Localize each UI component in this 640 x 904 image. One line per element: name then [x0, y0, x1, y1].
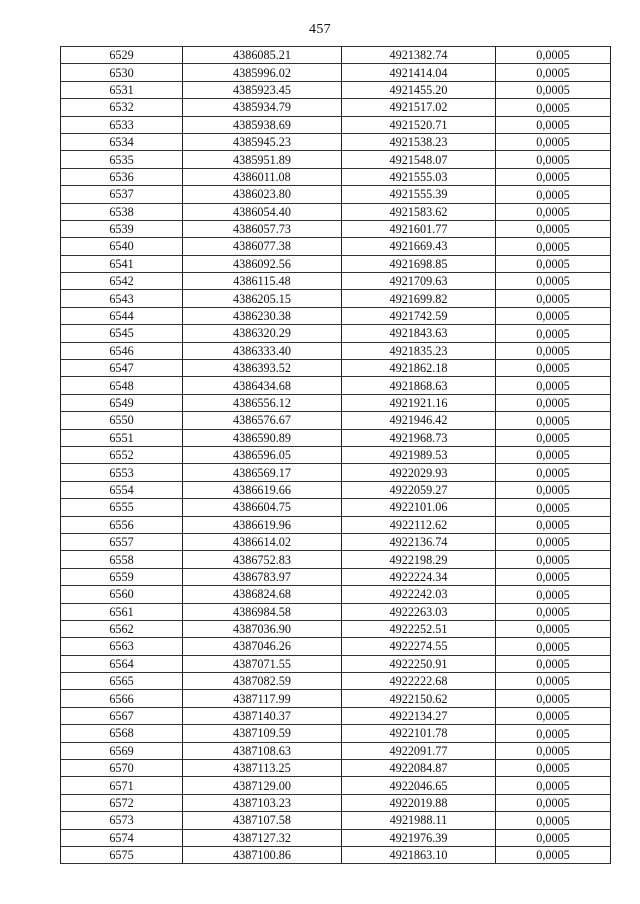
x-coordinate-cell: 4386619.66	[183, 481, 342, 498]
point-id-cell: 6543	[61, 290, 183, 307]
y-coordinate-cell: 4921835.23	[342, 342, 496, 359]
x-coordinate-cell: 4387108.63	[183, 742, 342, 759]
x-coordinate-cell: 4386115.48	[183, 273, 342, 290]
point-id-cell: 6564	[61, 655, 183, 672]
point-id-cell: 6553	[61, 464, 183, 481]
x-coordinate-cell: 4386057.73	[183, 220, 342, 237]
point-id-cell: 6574	[61, 829, 183, 846]
point-id-cell: 6537	[61, 186, 183, 203]
point-id-cell: 6563	[61, 638, 183, 655]
tolerance-cell: 0,0005	[496, 707, 611, 724]
point-id-cell: 6534	[61, 133, 183, 150]
x-coordinate-cell: 4387127.32	[183, 829, 342, 846]
y-coordinate-cell: 4922274.55	[342, 638, 496, 655]
x-coordinate-cell: 4386085.21	[183, 47, 342, 64]
point-id-cell: 6573	[61, 812, 183, 829]
y-coordinate-cell: 4921583.62	[342, 203, 496, 220]
x-coordinate-cell: 4387046.26	[183, 638, 342, 655]
y-coordinate-cell: 4922029.93	[342, 464, 496, 481]
x-coordinate-cell: 4386783.97	[183, 568, 342, 585]
y-coordinate-cell: 4921382.74	[342, 47, 496, 64]
tolerance-cell: 0,0005	[496, 220, 611, 237]
table-row	[61, 203, 611, 220]
table-row	[61, 307, 611, 324]
table-row	[61, 290, 611, 307]
tolerance-cell: 0,0005	[496, 586, 611, 603]
tolerance-cell: 0,0005	[496, 203, 611, 220]
point-id-cell: 6560	[61, 586, 183, 603]
point-id-cell: 6546	[61, 342, 183, 359]
y-coordinate-cell: 4922136.74	[342, 533, 496, 550]
x-coordinate-cell: 4385945.23	[183, 133, 342, 150]
y-coordinate-cell: 4921921.16	[342, 394, 496, 411]
tolerance-cell: 0,0005	[496, 168, 611, 185]
x-coordinate-cell: 4386011.08	[183, 168, 342, 185]
x-coordinate-cell: 4387113.25	[183, 760, 342, 777]
point-id-cell: 6568	[61, 725, 183, 742]
y-coordinate-cell: 4921862.18	[342, 360, 496, 377]
y-coordinate-cell: 4922134.27	[342, 707, 496, 724]
tolerance-cell: 0,0005	[496, 568, 611, 585]
point-id-cell: 6575	[61, 846, 183, 863]
y-coordinate-cell: 4921742.59	[342, 307, 496, 324]
tolerance-cell: 0,0005	[496, 812, 611, 829]
table-row	[61, 568, 611, 585]
point-id-cell: 6552	[61, 446, 183, 463]
x-coordinate-cell: 4386576.67	[183, 412, 342, 429]
x-coordinate-cell: 4387129.00	[183, 777, 342, 794]
tolerance-cell: 0,0005	[496, 481, 611, 498]
point-id-cell: 6556	[61, 516, 183, 533]
x-coordinate-cell: 4387140.37	[183, 707, 342, 724]
table-row	[61, 725, 611, 742]
y-coordinate-cell: 4922250.91	[342, 655, 496, 672]
point-id-cell: 6547	[61, 360, 183, 377]
y-coordinate-cell: 4921555.39	[342, 186, 496, 203]
x-coordinate-cell: 4386614.02	[183, 533, 342, 550]
tolerance-cell: 0,0005	[496, 742, 611, 759]
table-row	[61, 133, 611, 150]
table-row	[61, 794, 611, 811]
point-id-cell: 6554	[61, 481, 183, 498]
point-id-cell: 6544	[61, 307, 183, 324]
table-row	[61, 655, 611, 672]
point-id-cell: 6571	[61, 777, 183, 794]
point-id-cell: 6565	[61, 673, 183, 690]
y-coordinate-cell: 4921946.42	[342, 412, 496, 429]
tolerance-cell: 0,0005	[496, 64, 611, 81]
point-id-cell: 6535	[61, 151, 183, 168]
point-id-cell: 6539	[61, 220, 183, 237]
tolerance-cell: 0,0005	[496, 464, 611, 481]
x-coordinate-cell: 4385996.02	[183, 64, 342, 81]
tolerance-cell: 0,0005	[496, 499, 611, 516]
y-coordinate-cell: 4922101.78	[342, 725, 496, 742]
point-id-cell: 6549	[61, 394, 183, 411]
point-id-cell: 6551	[61, 429, 183, 446]
x-coordinate-cell: 4386054.40	[183, 203, 342, 220]
y-coordinate-cell: 4921968.73	[342, 429, 496, 446]
table-row	[61, 516, 611, 533]
tolerance-cell: 0,0005	[496, 255, 611, 272]
y-coordinate-cell: 4921414.04	[342, 64, 496, 81]
table-row	[61, 846, 611, 863]
x-coordinate-cell: 4386569.17	[183, 464, 342, 481]
x-coordinate-cell: 4386984.58	[183, 603, 342, 620]
table-row	[61, 829, 611, 846]
table-row	[61, 533, 611, 550]
point-id-cell: 6540	[61, 238, 183, 255]
y-coordinate-cell: 4922263.03	[342, 603, 496, 620]
table-row	[61, 499, 611, 516]
tolerance-cell: 0,0005	[496, 777, 611, 794]
x-coordinate-cell: 4386333.40	[183, 342, 342, 359]
y-coordinate-cell: 4922222.68	[342, 673, 496, 690]
y-coordinate-cell: 4921455.20	[342, 81, 496, 98]
table-row	[61, 360, 611, 377]
table-row	[61, 99, 611, 116]
y-coordinate-cell: 4922198.29	[342, 551, 496, 568]
y-coordinate-cell: 4921989.53	[342, 446, 496, 463]
x-coordinate-cell: 4385934.79	[183, 99, 342, 116]
x-coordinate-cell: 4386619.96	[183, 516, 342, 533]
tolerance-cell: 0,0005	[496, 133, 611, 150]
table-row	[61, 446, 611, 463]
point-id-cell: 6555	[61, 499, 183, 516]
table-row	[61, 255, 611, 272]
tolerance-cell: 0,0005	[496, 99, 611, 116]
y-coordinate-cell: 4921548.07	[342, 151, 496, 168]
tolerance-cell: 0,0005	[496, 290, 611, 307]
tolerance-cell: 0,0005	[496, 47, 611, 64]
y-coordinate-cell: 4921520.71	[342, 116, 496, 133]
x-coordinate-cell: 4386205.15	[183, 290, 342, 307]
x-coordinate-cell: 4385938.69	[183, 116, 342, 133]
table-row	[61, 777, 611, 794]
table-row	[61, 116, 611, 133]
y-coordinate-cell: 4922252.51	[342, 620, 496, 637]
point-id-cell: 6561	[61, 603, 183, 620]
x-coordinate-cell: 4386320.29	[183, 325, 342, 342]
point-id-cell: 6541	[61, 255, 183, 272]
table-row	[61, 690, 611, 707]
tolerance-cell: 0,0005	[496, 151, 611, 168]
tolerance-cell: 0,0005	[496, 603, 611, 620]
y-coordinate-cell: 4921863.10	[342, 846, 496, 863]
table-row	[61, 603, 611, 620]
x-coordinate-cell: 4386824.68	[183, 586, 342, 603]
tolerance-cell: 0,0005	[496, 377, 611, 394]
x-coordinate-cell: 4386596.05	[183, 446, 342, 463]
tolerance-cell: 0,0005	[496, 673, 611, 690]
x-coordinate-cell: 4385923.45	[183, 81, 342, 98]
point-id-cell: 6545	[61, 325, 183, 342]
y-coordinate-cell: 4921538.23	[342, 133, 496, 150]
y-coordinate-cell: 4922101.06	[342, 499, 496, 516]
tolerance-cell: 0,0005	[496, 638, 611, 655]
table-row	[61, 342, 611, 359]
table-row	[61, 151, 611, 168]
y-coordinate-cell: 4921988.11	[342, 812, 496, 829]
y-coordinate-cell: 4921868.63	[342, 377, 496, 394]
y-coordinate-cell: 4921517.02	[342, 99, 496, 116]
y-coordinate-cell: 4922112.62	[342, 516, 496, 533]
tolerance-cell: 0,0005	[496, 307, 611, 324]
table-row	[61, 429, 611, 446]
table-row	[61, 586, 611, 603]
table-row	[61, 707, 611, 724]
point-id-cell: 6562	[61, 620, 183, 637]
point-id-cell: 6530	[61, 64, 183, 81]
point-id-cell: 6559	[61, 568, 183, 585]
tolerance-cell: 0,0005	[496, 829, 611, 846]
tolerance-cell: 0,0005	[496, 533, 611, 550]
table-row	[61, 551, 611, 568]
table-row	[61, 620, 611, 637]
tolerance-cell: 0,0005	[496, 412, 611, 429]
table-row	[61, 64, 611, 81]
table-row	[61, 760, 611, 777]
tolerance-cell: 0,0005	[496, 725, 611, 742]
table-row	[61, 377, 611, 394]
x-coordinate-cell: 4386556.12	[183, 394, 342, 411]
point-id-cell: 6548	[61, 377, 183, 394]
x-coordinate-cell: 4387082.59	[183, 673, 342, 690]
point-id-cell: 6533	[61, 116, 183, 133]
tolerance-cell: 0,0005	[496, 116, 611, 133]
y-coordinate-cell: 4921843.63	[342, 325, 496, 342]
x-coordinate-cell: 4386092.56	[183, 255, 342, 272]
table-row	[61, 220, 611, 237]
x-coordinate-cell: 4387100.86	[183, 846, 342, 863]
point-id-cell: 6529	[61, 47, 183, 64]
y-coordinate-cell: 4922091.77	[342, 742, 496, 759]
table-row	[61, 812, 611, 829]
x-coordinate-cell: 4386752.83	[183, 551, 342, 568]
tolerance-cell: 0,0005	[496, 551, 611, 568]
x-coordinate-cell: 4387117.99	[183, 690, 342, 707]
point-id-cell: 6531	[61, 81, 183, 98]
point-id-cell: 6536	[61, 168, 183, 185]
tolerance-cell: 0,0005	[496, 325, 611, 342]
point-id-cell: 6566	[61, 690, 183, 707]
y-coordinate-cell: 4922046.65	[342, 777, 496, 794]
page-number: 457	[309, 22, 331, 37]
x-coordinate-cell: 4387071.55	[183, 655, 342, 672]
y-coordinate-cell: 4922150.62	[342, 690, 496, 707]
x-coordinate-cell: 4386023.80	[183, 186, 342, 203]
table-row	[61, 464, 611, 481]
table-row	[61, 394, 611, 411]
table-row	[61, 273, 611, 290]
tolerance-cell: 0,0005	[496, 81, 611, 98]
x-coordinate-cell: 4386230.38	[183, 307, 342, 324]
x-coordinate-cell: 4386077.38	[183, 238, 342, 255]
tolerance-cell: 0,0005	[496, 238, 611, 255]
point-id-cell: 6570	[61, 760, 183, 777]
tolerance-cell: 0,0005	[496, 273, 611, 290]
point-id-cell: 6557	[61, 533, 183, 550]
table-row	[61, 238, 611, 255]
coordinates-table-container	[60, 46, 610, 864]
coordinates-table	[60, 46, 611, 864]
table-row	[61, 81, 611, 98]
table-row	[61, 481, 611, 498]
tolerance-cell: 0,0005	[496, 516, 611, 533]
point-id-cell: 6542	[61, 273, 183, 290]
x-coordinate-cell: 4387036.90	[183, 620, 342, 637]
x-coordinate-cell: 4386393.52	[183, 360, 342, 377]
y-coordinate-cell: 4921669.43	[342, 238, 496, 255]
point-id-cell: 6558	[61, 551, 183, 568]
table-row	[61, 742, 611, 759]
tolerance-cell: 0,0005	[496, 360, 611, 377]
y-coordinate-cell: 4922084.87	[342, 760, 496, 777]
tolerance-cell: 0,0005	[496, 655, 611, 672]
point-id-cell: 6532	[61, 99, 183, 116]
y-coordinate-cell: 4921709.63	[342, 273, 496, 290]
y-coordinate-cell: 4921601.77	[342, 220, 496, 237]
point-id-cell: 6567	[61, 707, 183, 724]
table-row	[61, 168, 611, 185]
tolerance-cell: 0,0005	[496, 760, 611, 777]
table-row	[61, 412, 611, 429]
x-coordinate-cell: 4387107.58	[183, 812, 342, 829]
table-row	[61, 638, 611, 655]
y-coordinate-cell: 4921698.85	[342, 255, 496, 272]
y-coordinate-cell: 4922224.34	[342, 568, 496, 585]
table-row	[61, 673, 611, 690]
point-id-cell: 6538	[61, 203, 183, 220]
point-id-cell: 6569	[61, 742, 183, 759]
y-coordinate-cell: 4921699.82	[342, 290, 496, 307]
point-id-cell: 6572	[61, 794, 183, 811]
tolerance-cell: 0,0005	[496, 794, 611, 811]
tolerance-cell: 0,0005	[496, 429, 611, 446]
table-row	[61, 186, 611, 203]
y-coordinate-cell: 4922059.27	[342, 481, 496, 498]
x-coordinate-cell: 4386590.89	[183, 429, 342, 446]
tolerance-cell: 0,0005	[496, 394, 611, 411]
table-row	[61, 325, 611, 342]
point-id-cell: 6550	[61, 412, 183, 429]
table-row	[61, 47, 611, 64]
x-coordinate-cell: 4387103.23	[183, 794, 342, 811]
tolerance-cell: 0,0005	[496, 690, 611, 707]
y-coordinate-cell: 4921976.39	[342, 829, 496, 846]
x-coordinate-cell: 4385951.89	[183, 151, 342, 168]
coordinates-table-body	[61, 47, 611, 864]
tolerance-cell: 0,0005	[496, 620, 611, 637]
x-coordinate-cell: 4386604.75	[183, 499, 342, 516]
x-coordinate-cell: 4387109.59	[183, 725, 342, 742]
x-coordinate-cell: 4386434.68	[183, 377, 342, 394]
tolerance-cell: 0,0005	[496, 186, 611, 203]
tolerance-cell: 0,0005	[496, 846, 611, 863]
tolerance-cell: 0,0005	[496, 446, 611, 463]
y-coordinate-cell: 4921555.03	[342, 168, 496, 185]
tolerance-cell: 0,0005	[496, 342, 611, 359]
y-coordinate-cell: 4922019.88	[342, 794, 496, 811]
y-coordinate-cell: 4922242.03	[342, 586, 496, 603]
